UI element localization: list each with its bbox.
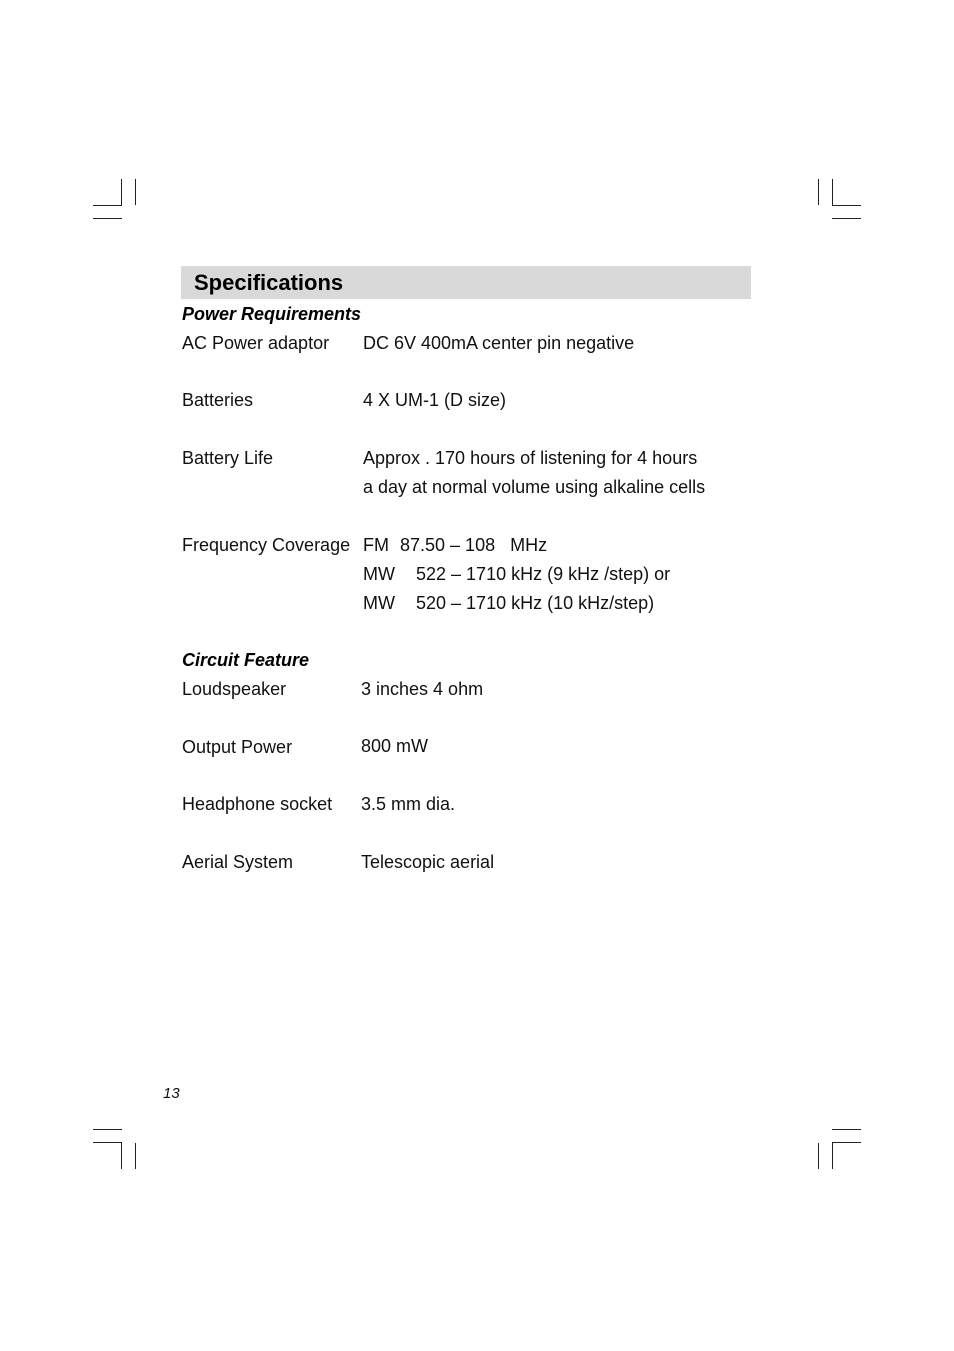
batteries-label: Batteries — [182, 390, 254, 410]
frequency-mw2-band: MW — [363, 593, 395, 613]
output-power-label: Output Power — [182, 737, 293, 757]
crop-mark — [93, 218, 122, 219]
crop-mark — [93, 205, 122, 206]
title-bar — [181, 266, 751, 299]
circuit-feature-heading: Circuit Feature — [182, 650, 310, 670]
battery-life-value-line-1: Approx . 170 hours of listening for 4 hours — [363, 448, 698, 468]
frequency-fm-band: FM — [363, 535, 389, 555]
headphone-socket-label: Headphone socket — [182, 794, 333, 814]
loudspeaker-label: Loudspeaker — [182, 679, 287, 699]
loudspeaker-value: 3 inches 4 ohm — [361, 679, 484, 699]
power-requirements-heading: Power Requirements — [182, 304, 362, 324]
batteries-value: 4 X UM-1 (D size) — [363, 390, 507, 410]
page-number: 13 — [163, 1085, 180, 1102]
crop-mark — [832, 205, 861, 206]
crop-mark — [135, 179, 136, 205]
crop-mark — [832, 218, 861, 219]
ac-adaptor-label: AC Power adaptor — [182, 333, 330, 353]
ac-adaptor-value: DC 6V 400mA center pin negative — [363, 333, 635, 353]
battery-life-value-line-2: a day at normal volume using alkaline cells — [363, 477, 706, 497]
frequency-coverage-label: Frequency Coverage — [182, 535, 351, 555]
frequency-mw1-range: 522 – 1710 kHz (9 kHz /step) or — [416, 564, 671, 584]
headphone-socket-value: 3.5 mm dia. — [361, 794, 456, 814]
crop-mark — [818, 1143, 819, 1169]
crop-mark — [93, 1142, 122, 1143]
output-power-value: 800 mW — [361, 736, 429, 756]
crop-mark — [832, 1143, 833, 1169]
aerial-system-label: Aerial System — [182, 852, 294, 872]
crop-mark — [832, 179, 833, 205]
crop-mark — [93, 1129, 122, 1130]
page-title: Specifications — [194, 270, 344, 295]
crop-mark — [121, 179, 122, 205]
crop-mark — [832, 1129, 861, 1130]
aerial-system-value: Telescopic aerial — [361, 852, 495, 872]
frequency-mw1-band: MW — [363, 564, 395, 584]
battery-life-label: Battery Life — [182, 448, 274, 468]
crop-mark — [135, 1143, 136, 1169]
crop-mark — [832, 1142, 861, 1143]
crop-mark — [818, 179, 819, 205]
frequency-mw2-range: 520 – 1710 kHz (10 kHz/step) — [416, 593, 655, 613]
crop-mark — [121, 1143, 122, 1169]
frequency-fm-range: 87.50 – 108 MHz — [400, 535, 548, 555]
